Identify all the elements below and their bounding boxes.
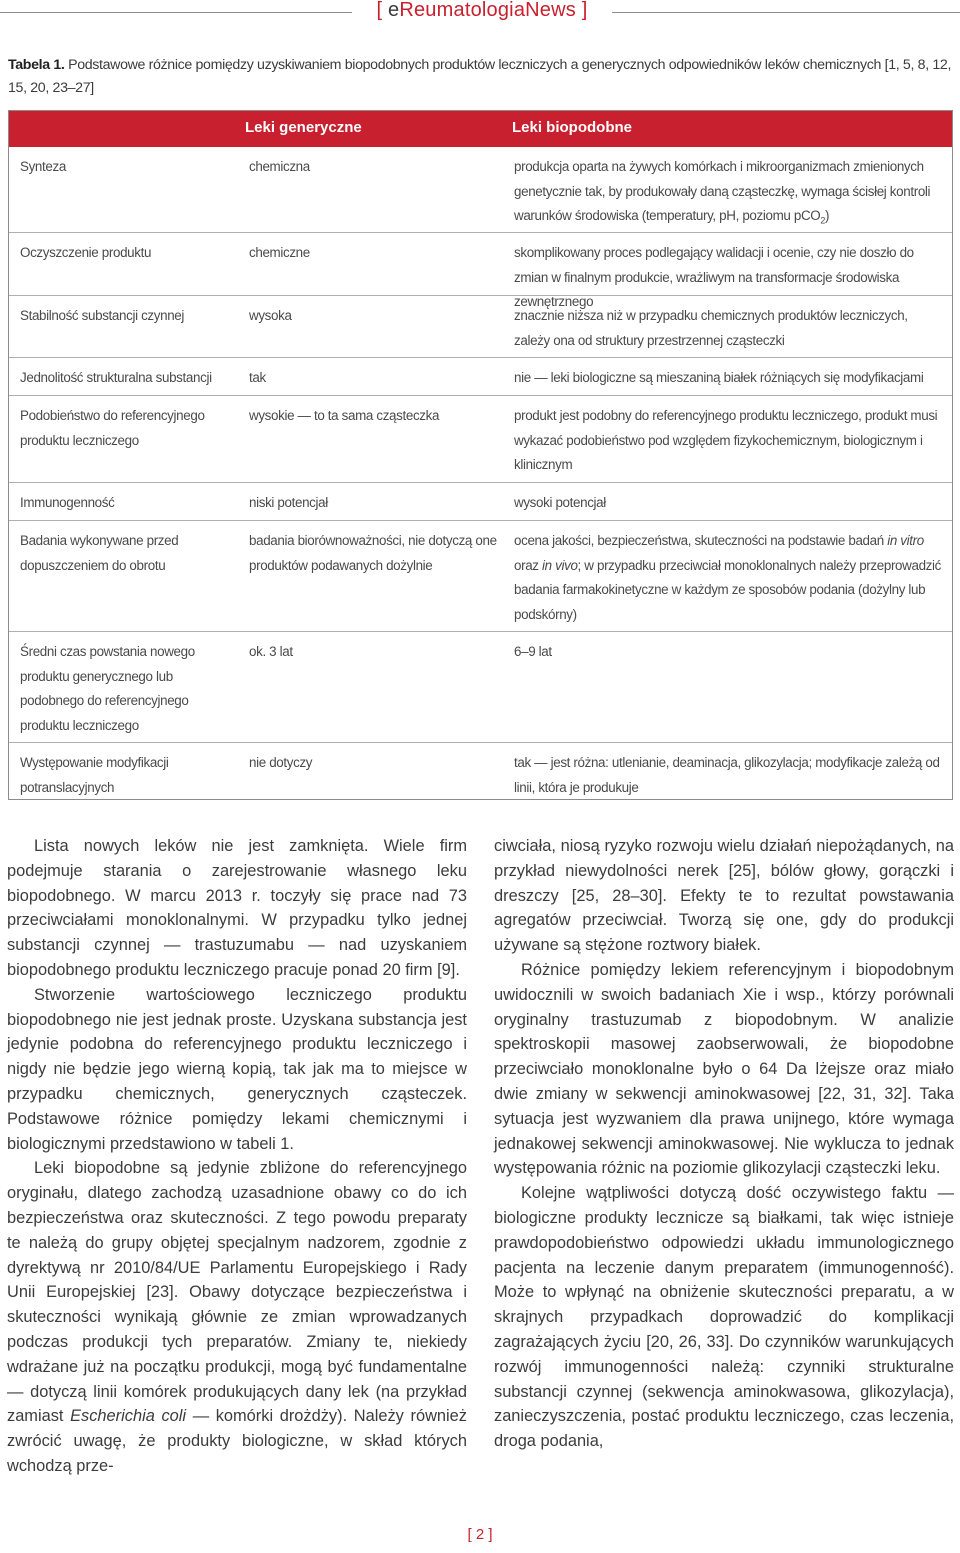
paragraph: Różnice pomiędzy lekiem referencyjnym i biopodobnym uwidocznili w swoich badaniach Xie i wsp., którzy porównali oryginalny trastuzumab z biopodobnym. W analizie spektroskopii masowej zaobserwowali, że biopodobne przeciwciało monoklonalne było o 64 Da lżejsze oraz miało dwie zmiany w sekwencji aminokwasowej [22, 31, 32]. Taka sytuacja jest wyzwaniem dla prawa unijnego, które wymaga jednakowej sekwencji aminokwasowej. Nie wyklucza to jednak występowania różnic na poziomie glikozylacji cząsteczki leku. bbox=[494, 960, 954, 1178]
table-row: Podobieństwo do referencyjnego produktu leczniczego wysokie — to ta sama cząsteczka produkt jest podobny do referencyjnego produktu leczniczego, produkt musi wykazać podobieństwo pod względem fizykochemicznym, biologicznym i klinicznym bbox=[9, 396, 952, 483]
paragraph: Stworzenie wartościowego leczniczego produktu biopodobnego nie jest jednak proste. Uzyskana substancja jest jedynie podobna do referencyjnego produktu leczniczego i nigdy nie będzie jego wierną kopią, tak jak ma to miejsce w przypadku chemicznych, generycznych cząsteczek. Podstawowe różnice pomiędzy lekami chemicznymi i biologicznymi przedstawiono w tabeli 1. bbox=[7, 985, 467, 1153]
header-biosimilar: Leki biopodobne bbox=[512, 119, 632, 136]
table-row: Oczyszczenie produktu chemiczne skomplikowany proces podlegający walidacji i ocenie, czy nie doszło do zmian w finalnym produkcie, wrażliwym na transformacje środowiska zewnętrznego bbox=[9, 233, 952, 296]
header-rule-right bbox=[612, 12, 960, 13]
table-caption-text: Podstawowe różnice pomiędzy uzyskiwaniem biopodobnych produktów leczniczych a generycznych odpowiedników leków chemicznych [1, 5, 8, 12, 15, 20, 23–27] bbox=[8, 57, 952, 96]
table-caption bbox=[8, 54, 953, 100]
table-row: Jednolitość strukturalna substancji tak nie — leki biologiczne są mieszaniną białek różniących się modyfikacjami bbox=[9, 358, 952, 396]
paragraph: ciwciała, niosą ryzyko rozwoju wielu działań niepożądanych, na przykład niewydolności nerek [25], bólów głowy, gorączki i dreszczy [25, 28–30]. Efekty te to rezultat powstawania agregatów przeciwciał. Tworzą się one, gdy do produkcji używane są stężone roztwory białek. bbox=[494, 837, 954, 955]
body-column-left bbox=[7, 834, 467, 1479]
page-header bbox=[0, 0, 960, 30]
journal-title: [ eReumatologiaNews ] bbox=[376, 0, 588, 21]
body-column-right bbox=[494, 834, 954, 1454]
header-generic: Leki generyczne bbox=[245, 119, 362, 136]
comparison-table bbox=[8, 110, 953, 800]
table-row: Średni czas powstania nowego produktu generycznego lub podobnego do referencyjnego produktu leczniczego ok. 3 lat 6–9 lat bbox=[9, 632, 952, 743]
paragraph: Kolejne wątpliwości dotyczą dość oczywistego faktu — biologiczne produkty lecznicze są białkami, tak więc istnieje prawdopodobieństwo odpowiedzi układu immunologicznego pacjenta na leczenie danym preparatem (immunogenność). Może to wpłynąć na obniżenie skuteczności preparatu, a w skrajnych przypadkach doprowadzić do komplikacji zagrażających życiu [20, 26, 33]. Do czynników warunkujących rozwój immunogenności należą: czynniki strukturalne substancji czynnej (sekwencja aminokwasowa, glikozylacja), zanieczyszczenia, postać produktu leczniczego, czas leczenia, droga podania, bbox=[494, 1184, 954, 1451]
table-row: Występowanie modyfikacji potranslacyjnych nie dotyczy tak — jest różna: utlenianie, deaminacja, glikozylacja; modyfikacje zależą od linii, która je produkuje bbox=[20, 755, 940, 795]
paragraph: Leki biopodobne są jedynie zbliżone do referencyjnego oryginału, dlatego zachodzą uzasadnione obawy co do ich bezpieczeństwa oraz skuteczności. Z tego powodu preparaty te należą do grupy objętej specjalnym nadzorem, zgodnie z dyrektywą nr 2010/84/UE Parlamentu Europejskiego i Rady Unii Europejskiej [23]. Obawy dotyczące bezpieczeństwa i skuteczności wynikają głównie ze zmian wprowadzanych podczas produkcji tych preparatów. Zmiany te, niekiedy wdrażane już na początku produkcji, mogą być fundamentalne — dotyczą linii komórek produkujących dany lek (na przykład zamiast Escherichia coli — komórki drożdży). Należy również zwrócić uwagę, że produkty biologiczne, w skład których wchodzą prze- bbox=[7, 1159, 467, 1475]
paragraph: Lista nowych leków nie jest zamknięta. Wiele firm podejmuje starania o zarejestrowanie własnego leku biopodobnego. W marcu 2013 r. toczyły się prace nad 73 przeciwciałami monoklonalnymi. W przypadku tylko jednej substancji czynnej — trastuzumabu — nad uzyskaniem biopodobnego produktu leczniczego pracuje ponad 20 firm [9]. bbox=[7, 837, 467, 979]
table-row: Synteza chemiczna produkcja oparta na żywych komórkach i mikroorganizmach zmienionych genetycznie tak, by produkowały daną cząsteczkę, wymaga ścisłej kontroli warunków środowiska (temperatury, pH, poziomu pCO$_2$) bbox=[9, 147, 952, 233]
table-row: Immunogenność niski potencjał wysoki potencjał bbox=[9, 483, 952, 521]
header-rule-left bbox=[0, 12, 352, 13]
table-row: Stabilność substancji czynnej wysoka znacznie niższa niż w przypadku chemicznych produktów leczniczych, zależy ona od struktury przestrzennej cząsteczki bbox=[9, 296, 952, 358]
page-number: [ 2 ] bbox=[467, 1526, 493, 1543]
table-row: Badania wykonywane przed dopuszczeniem do obrotu badania biorównoważności, nie dotyczą one produktów podawanych dożylnie ocena jakości, bezpieczeństwa, skuteczności na podstawie badań in vitro oraz in vivo; w przypadku przeciwciał monoklonalnych należy przeprowadzić badania farmakokinetyczne w każdym ze sposobów podania (dożylny lub podskórny) bbox=[9, 521, 952, 632]
table-header bbox=[9, 111, 952, 147]
table-label: Tabela 1. bbox=[8, 57, 65, 73]
